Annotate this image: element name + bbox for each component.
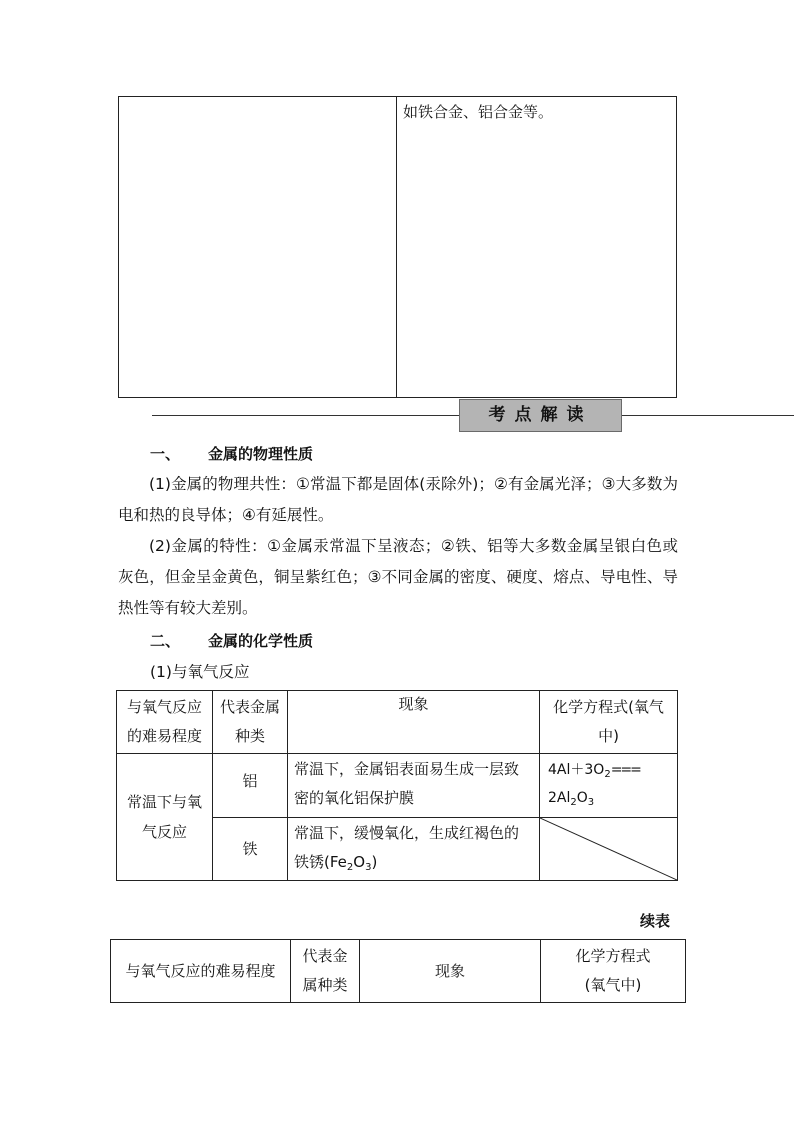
top-table-right-cell <box>397 97 677 398</box>
banner-title: 考点解读 <box>459 399 622 432</box>
section-1-heading <box>150 443 313 464</box>
section-1-paragraph-1: (1)金属的物理共性：①常温下都是固体(汞除外)；②有金属光泽；③大多数为电和热的良导体；④有延展性。 <box>118 475 678 524</box>
table1-header-phenomenon: 现象 <box>288 691 540 754</box>
table2-header-metal: 代表金属种类 <box>291 940 360 1003</box>
table1-header-equation: 化学方程式(氧气中) <box>540 691 678 754</box>
table1-group-label: 常温下与氧气反应 <box>117 754 213 881</box>
table1-equation-iron-empty <box>540 818 678 881</box>
section-2-number: 二、 <box>150 632 181 650</box>
banner-line-left <box>152 415 459 416</box>
table2-header-equation: 化学方程式(氧气中) <box>541 940 686 1003</box>
oxygen-reaction-table-continued <box>110 939 686 1003</box>
section-2-title: 金属的化学性质 <box>208 632 314 650</box>
table1-metal-aluminum: 铝 <box>213 754 288 818</box>
table2-header-difficulty: 与氧气反应的难易程度 <box>111 940 291 1003</box>
top-table-left-cell <box>119 97 397 398</box>
section-1-number: 一、 <box>150 445 181 463</box>
table2-header-phenomenon: 现象 <box>360 940 541 1003</box>
top-table <box>118 96 677 398</box>
table1-phenomenon-aluminum: 常温下，金属铝表面易生成一层致密的氧化铝保护膜 <box>288 754 540 818</box>
continued-label: 续表 <box>640 912 671 930</box>
section-1-title: 金属的物理性质 <box>208 445 314 463</box>
table1-header-metal: 代表金属种类 <box>213 691 288 754</box>
section-1-paragraph-2: (2)金属的特性：①金属汞常温下呈液态；②铁、铝等大多数金属呈银白色或灰色，但金呈金黄色，铜呈紫红色；③不同金属的密度、硬度、熔点、导电性、导热性等有较大差别。 <box>118 537 678 617</box>
banner-line-right <box>622 415 794 416</box>
top-table-right-text: 如铁合金、铝合金等。 <box>403 103 554 121</box>
diagonal-slash <box>540 818 677 880</box>
oxygen-reaction-table <box>116 690 678 881</box>
table1-phenomenon-iron: 常温下，缓慢氧化，生成红褐色的铁锈$(Fe_2O_3)$ <box>288 818 540 881</box>
section-2-heading <box>150 630 313 651</box>
table1-header-difficulty: 与氧气反应的难易程度 <box>117 691 213 754</box>
table1-equation-aluminum: $4Al+3O_2===$ $2Al_2O_3$ <box>540 754 678 818</box>
section-2-sub-1: (1)与氧气反应 <box>150 663 250 681</box>
table1-metal-iron: 铁 <box>213 818 288 881</box>
